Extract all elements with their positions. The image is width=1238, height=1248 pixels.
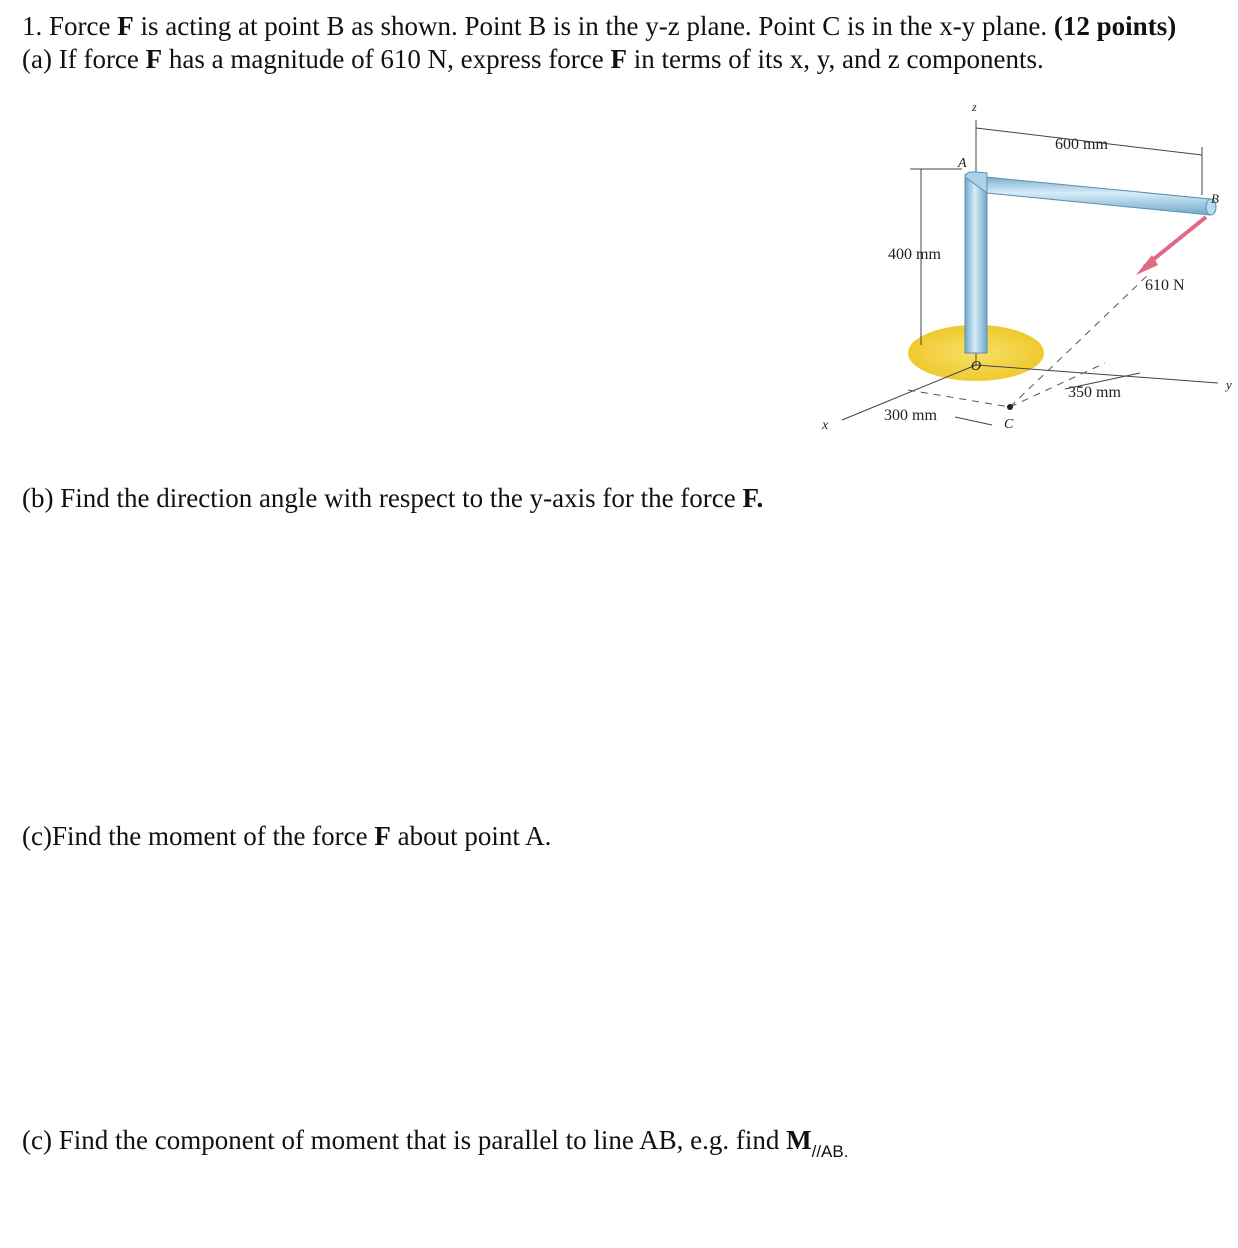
- points-label: (12 points): [1053, 11, 1177, 41]
- force-symbol: F: [610, 44, 628, 74]
- label-point-b: B: [1211, 191, 1219, 206]
- force-symbol: F: [374, 821, 391, 851]
- question-c-moment: [22, 820, 551, 852]
- force-symbol: F: [117, 11, 134, 41]
- question-text: has a magnitude of 610 N, express force: [162, 44, 611, 74]
- label-400mm: 400 mm: [888, 246, 941, 263]
- label-610n: 610 N: [1145, 277, 1185, 294]
- question-a: [22, 43, 1044, 75]
- question-text: in terms of its x, y, and z components.: [627, 44, 1044, 74]
- label-point-a: A: [958, 156, 967, 171]
- question-text: about point A.: [390, 821, 552, 851]
- question-text: (b) Find the direction angle with respect to the y-axis for the force: [22, 483, 743, 513]
- moment-subscript: //AB.: [811, 1142, 849, 1161]
- dim-300-line: [955, 417, 992, 425]
- force-symbol: F: [145, 44, 163, 74]
- force-diagram: [100, 95, 1238, 445]
- horizontal-pipe: [965, 175, 1210, 215]
- label-origin-o: O: [971, 359, 982, 374]
- label-300mm: 300 mm: [884, 407, 937, 424]
- problem-text: 1. Force: [22, 11, 118, 41]
- label-axis-x: x: [822, 418, 829, 433]
- question-text: (c) Find the component of moment that is parallel to line AB, e.g. find: [22, 1125, 787, 1155]
- dashed-x-guide: [908, 390, 1010, 407]
- vertical-pipe: [965, 177, 987, 353]
- moment-symbol: M: [786, 1125, 812, 1155]
- question-c-parallel-moment: [22, 1124, 848, 1168]
- label-600mm: 600 mm: [1055, 136, 1108, 153]
- question-b: [22, 482, 763, 514]
- question-text: (c)Find the moment of the force: [22, 821, 375, 851]
- problem-statement: [22, 10, 1176, 42]
- label-point-c: C: [1004, 417, 1014, 432]
- force-symbol: F.: [742, 483, 764, 513]
- label-axis-y: y: [1226, 377, 1232, 392]
- problem-text: is acting at point B as shown. Point B is in the y-z plane. Point C is in the x-y plane.: [133, 11, 1054, 41]
- question-text: (a) If force: [22, 44, 146, 74]
- label-350mm: 350 mm: [1068, 384, 1121, 401]
- label-axis-z: z: [972, 100, 977, 114]
- point-c-dot: [1007, 404, 1013, 410]
